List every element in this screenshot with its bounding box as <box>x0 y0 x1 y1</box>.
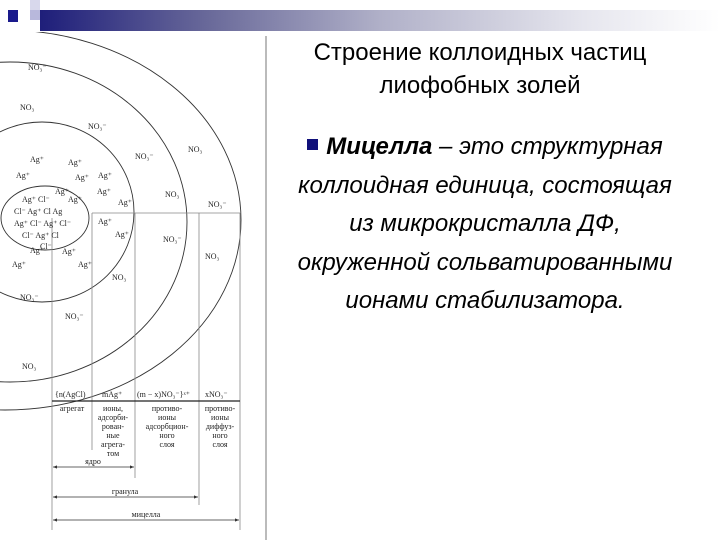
ion-label: Ag⁺ <box>75 173 89 182</box>
layer-description: адсорбцион- <box>145 422 189 431</box>
nucleus-label: ядро <box>85 457 101 466</box>
ion-label: Ag⁺ <box>30 155 44 164</box>
layer-description: агрега- <box>101 440 125 449</box>
layer-description: противо- <box>204 404 236 413</box>
definition-line: из микрокристалла ДФ, <box>349 210 621 237</box>
ion-label: Ag⁺ <box>98 217 112 226</box>
definition-line: ионами стабилизатора. <box>345 287 625 314</box>
ion-label: NO₃ <box>22 362 37 371</box>
ion-label: Ag⁺ <box>30 246 44 255</box>
title-line: лиофобных золей <box>379 72 581 99</box>
formula-part: mAg⁺ <box>102 390 123 399</box>
ion-label: Cl⁻ <box>40 242 52 251</box>
ion-label: NO₃ <box>20 103 35 112</box>
layer-description: ного <box>212 431 228 440</box>
layer-description: агрегат <box>59 404 85 413</box>
ion-label: Cl⁻ Ag⁺ Cl <box>22 231 59 240</box>
header-gradient-bar <box>40 10 720 31</box>
ion-label: Ag⁺ <box>97 187 111 196</box>
definition-paragraph <box>270 128 700 321</box>
definition-line: коллоидная единица, состоящая <box>298 171 672 199</box>
slide-title <box>270 36 690 102</box>
ion-label: NO₃⁻ <box>208 200 227 209</box>
title-line: Строение коллоидных частиц <box>313 39 647 66</box>
ion-label: NO₃⁻ <box>88 122 107 131</box>
ion-label: NO₃⁻ <box>135 152 154 161</box>
layer-description: рован- <box>101 422 125 431</box>
ion-label: Ag⁺ <box>78 260 92 269</box>
ion-label: NO₃ <box>188 145 203 154</box>
definition-line: – это структурная <box>432 133 663 160</box>
layer-description: ные <box>106 431 120 440</box>
layer-description: слоя <box>159 440 175 449</box>
defined-term: Мицелла <box>326 133 433 160</box>
formula-part: (m − x)NO₃⁻}ˣ⁺ <box>137 390 191 399</box>
granule-label: гранула <box>111 487 139 496</box>
ion-label: Ag⁺ Cl⁻ Ag⁺ Cl⁻ <box>14 219 72 228</box>
ion-label: NO₃ <box>205 252 220 261</box>
ion-label: Ag⁺ <box>12 260 26 269</box>
decor-square <box>8 10 18 22</box>
ion-label: Ag⁺ <box>115 230 129 239</box>
decor-square <box>30 10 40 20</box>
ion-label: NO₃ <box>112 273 127 282</box>
layer-description: противо- <box>151 404 183 413</box>
ion-label: NO₃⁻ <box>163 235 182 244</box>
ion-label: NO₃⁻ <box>20 293 39 302</box>
formula-part: xNO₃⁻ <box>205 390 228 399</box>
ion-label: Ag⁺ Cl⁻ <box>22 195 50 204</box>
layer-description: слоя <box>212 440 228 449</box>
layer-description: том <box>106 449 120 458</box>
ion-label: NO₃⁻ <box>65 312 84 321</box>
ion-label: Ag⁺ <box>68 195 82 204</box>
layer-description: адсорби- <box>97 413 129 422</box>
ion-label: Cl⁻ Ag⁺ Cl Ag <box>14 207 63 216</box>
ion-label: Ag⁺ <box>68 158 82 167</box>
formula-part: {n(AgCl) <box>55 390 86 399</box>
decor-square <box>30 0 40 10</box>
layer-description: ионы, <box>103 404 123 413</box>
layer-description: ионы <box>211 413 229 422</box>
ion-label: Ag⁺ <box>98 171 112 180</box>
ion-label: Ag⁺ <box>118 198 132 207</box>
ion-label: Ag⁺ <box>16 171 30 180</box>
micelle-structure-diagram <box>0 32 272 540</box>
layer-description: диффуз- <box>205 422 235 431</box>
bullet-square-icon <box>307 139 318 150</box>
ion-label: Ag⁺ <box>55 187 69 196</box>
ion-label: NO₃ <box>165 190 180 199</box>
definition-line: окруженной сольватированными <box>297 248 673 276</box>
layer-description: ионы <box>158 413 176 422</box>
layer-description: ного <box>159 431 175 440</box>
micelle-label: мицелла <box>131 510 161 519</box>
ion-label: Ag⁺ <box>62 247 76 256</box>
ion-label: NO₃⁻ <box>28 63 47 72</box>
